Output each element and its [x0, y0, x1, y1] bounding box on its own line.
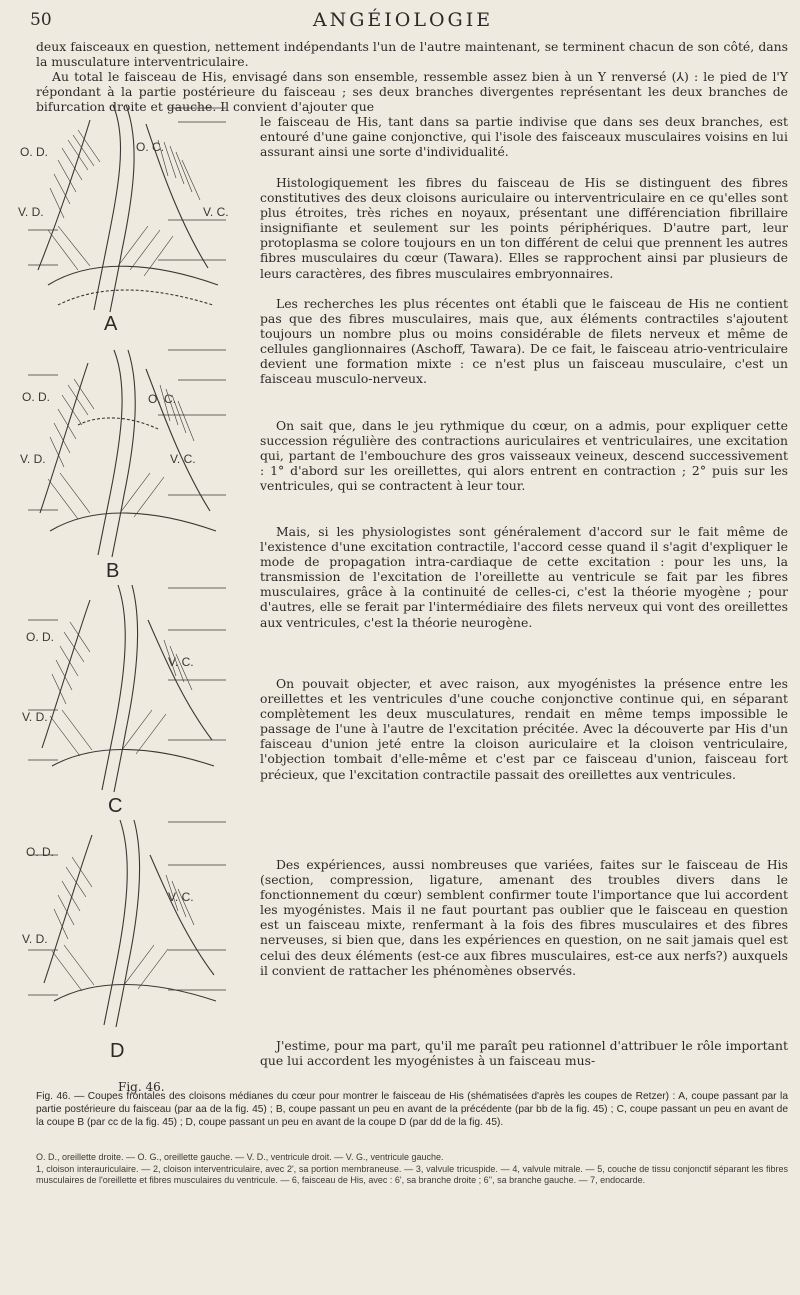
legend-line-2: 1, cloison interauriculaire. — 2, cloison interventriculaire, avec 2', sa portion membraneuse. — 3, valvule tricuspide. — 4, valvule mitrale. — 5, couche de tissu conjonctif séparant les fibres musculaires de l'oreillette et fibres musculaires du ventricule. — 6, faisceau de His, avec : 6', sa branche droite ; 6'', sa branche gauche. — 7, endocarde. [36, 1163, 788, 1185]
panel-a-vd-label: V. D. [18, 205, 44, 219]
page-number: 50 [30, 10, 52, 30]
figure-drawing [18, 100, 254, 1080]
panel-d-drawing [44, 820, 216, 1027]
panel-c-drawing [42, 585, 214, 792]
panel-d-vc-label: V. C. [168, 890, 194, 904]
figure-46 [18, 100, 254, 1094]
panel-c-od-label: O. D. [26, 630, 55, 644]
paragraph-1: deux faisceaux en question, nettement indépendants l'un de l'autre maintenant, se terminent chacun de son côté, dans la musculature interventriculaire. [36, 39, 788, 70]
figure-legend [36, 1152, 788, 1187]
paragraph-2-wrap: le faisceau de His, tant dans sa partie indivise que dans ses deux branches, est entouré d'une gaine conjonctive, qui l'isole des faisceaux musculaires voisins en lui assurant ainsi une sorte d'individualité. [260, 114, 788, 160]
panel-d-vd-label: V. D. [22, 932, 48, 946]
panel-c-letter: C [108, 795, 123, 817]
panel-d-od-label: O. D. [26, 845, 55, 859]
panel-d-letter: D [110, 1040, 125, 1062]
figure-caption: Fig. 46. — Coupes frontales des cloisons médianes du cœur pour montrer le faisceau de His (shématisées d'après les coupes de Retzer) : A, coupe passant par la partie postérieure du faisceau (par aa de la fig. 45) ; B, coupe passant un peu en avant de la précédente (par bb de la fig. 45) ; C, coupe passant un peu en avant de la coupe B (par cc de la fig. 45) ; D, coupe passant un peu en avant de la coupe D (par dd de la fig. 45). [36, 1091, 788, 1128]
paragraph-9: J'estime, pour ma part, qu'il me paraît peu rationnel d'attribuer le rôle important que lui accordent les myogénistes à un faisceau mus- [260, 1038, 788, 1069]
panel-a-hatching [48, 130, 200, 276]
paragraph-7: On pouvait objecter, et avec raison, aux myogénistes la présence entre les oreillettes et les ventricules d'une couche conjonctive continue qui, en séparant complètement les deux musculatures, rendait en même temps impossible le passage de l'une à l'autre de l'excitation précitée. Avec la découverte par His d'un faisceau d'union jeté entre la cloison auriculaire et la cloison ventriculaire, l'objection tombait d'elle-même et c'est par ce faisceau d'union, faisceau fort précieux, que l'excitation contractile passait des oreillettes aux ventricules. [260, 676, 788, 782]
paragraph-4: Les recherches les plus récentes ont établi que le faisceau de His ne contient pas que des fibres musculaires, mais que, aux éléments contractiles s'ajoutent toujours un nombre plus ou moins considérable de filets nerveux et même de cellules ganglionnaires (Aschoff, Tawara). De ce fait, le faisceau atrio-ventriculaire devient une formation mixte : ce n'est plus un faisceau musculaire, c'est un faisceau musculo-nerveux. [260, 296, 788, 387]
panel-a-od-label: O. D. [20, 145, 49, 159]
paragraph-5: On sait que, dans le jeu rythmique du cœur, on a admis, pour expliquer cette succession régulière des contractions auriculaires et ventriculaires, une excitation qui, partant de l'embouchure des gros vaisseaux veineux, descend successivement : 1° d'abord sur les oreillettes, qui alors entrent en contraction ; 2° puis sur les ventricules, qui se contractent à leur tour. [260, 418, 788, 494]
panel-a-vc-label: V. C. [203, 205, 229, 219]
figure-number-label: Fig. 46. [118, 1080, 165, 1094]
legend-line-1: O. D., oreillette droite. — O. G., oreillette gauche. — V. D., ventricule droit. — V. G., ventricule gauche. [36, 1152, 444, 1162]
paragraph-2-top: Au total le faisceau de His, envisagé dans son ensemble, ressemble assez bien à un Y renversé (⅄) : le pied de l'Y répondant à la partie postérieure du faisceau ; ses deux branches divergentes représentant les deux branches de bifurcation droite et gauche. Il convient d'ajouter que [36, 69, 788, 115]
panel-b-od-label: O. D. [22, 390, 51, 404]
panel-c-vc-label: V. C. [168, 655, 194, 669]
panel-c-vd-label: V. D. [22, 710, 48, 724]
paragraph-3: Histologiquement les fibres du faisceau de His se distinguent des fibres constitutives des deux cloisons auriculaire ou interventriculaire en ce qu'elles sont plus étroites, très riches en noyaux, présentant une différenciation fibrillaire insignifiante et seulement sur les points périphériques. D'autre part, leur protoplasma se colore toujours en un ton différent de celui que prennent les autres fibres musculaires du cœur (Tawara). Elles se rapprochent ainsi par plusieurs de leurs caractères, des fibres musculaires embryonnaires. [260, 175, 788, 281]
panel-b-vc-label: V. C. [170, 452, 196, 466]
panel-b-oc-label: O. C. [148, 392, 177, 406]
panel-b-letter: B [106, 560, 120, 582]
page-header [18, 6, 788, 36]
panel-a-letter: A [104, 313, 118, 335]
paragraph-6: Mais, si les physiologistes sont généralement d'accord sur le fait même de l'existence d'une excitation contractile, l'accord cesse quand il s'agit d'expliquer le mode de propagation intra-cardiaque de cette excitation : pour les uns, la transmission de l'excitation de l'oreillette au ventricule se fait par les fibres musculaires, grâce à la continuité de celles-ci, c'est la théorie myogène ; pour d'autres, elle se ferait par l'intermédiaire des filets nerveux qui vont des oreillettes aux ventricules, c'est la théorie neurogène. [260, 524, 788, 630]
panel-a-oc-label: O. C. [136, 140, 165, 154]
paragraph-8: Des expériences, aussi nombreuses que variées, faites sur le faisceau de His (section, compression, ligature, amenant des troubles divers dans le fonctionnement du cœur) semblent confirmer toute l'importance que lui accordent les myogénistes. Mais il ne faut pourtant pas oublier que le faisceau en question est un faisceau mixte, renfermant à la fois des fibres musculaires et des fibres nerveuses, si bien que, dans les expériences en question, on ne sait jamais quel est celui des deux éléments (est-ce aux fibres musculaires, est-ce aux nerfs?) auxquels il convient de rattacher les phénomènes observés. [260, 857, 788, 978]
panel-a-drawing [38, 105, 218, 312]
running-title: ANGÉIOLOGIE [312, 9, 494, 31]
panel-b-vd-label: V. D. [20, 452, 46, 466]
